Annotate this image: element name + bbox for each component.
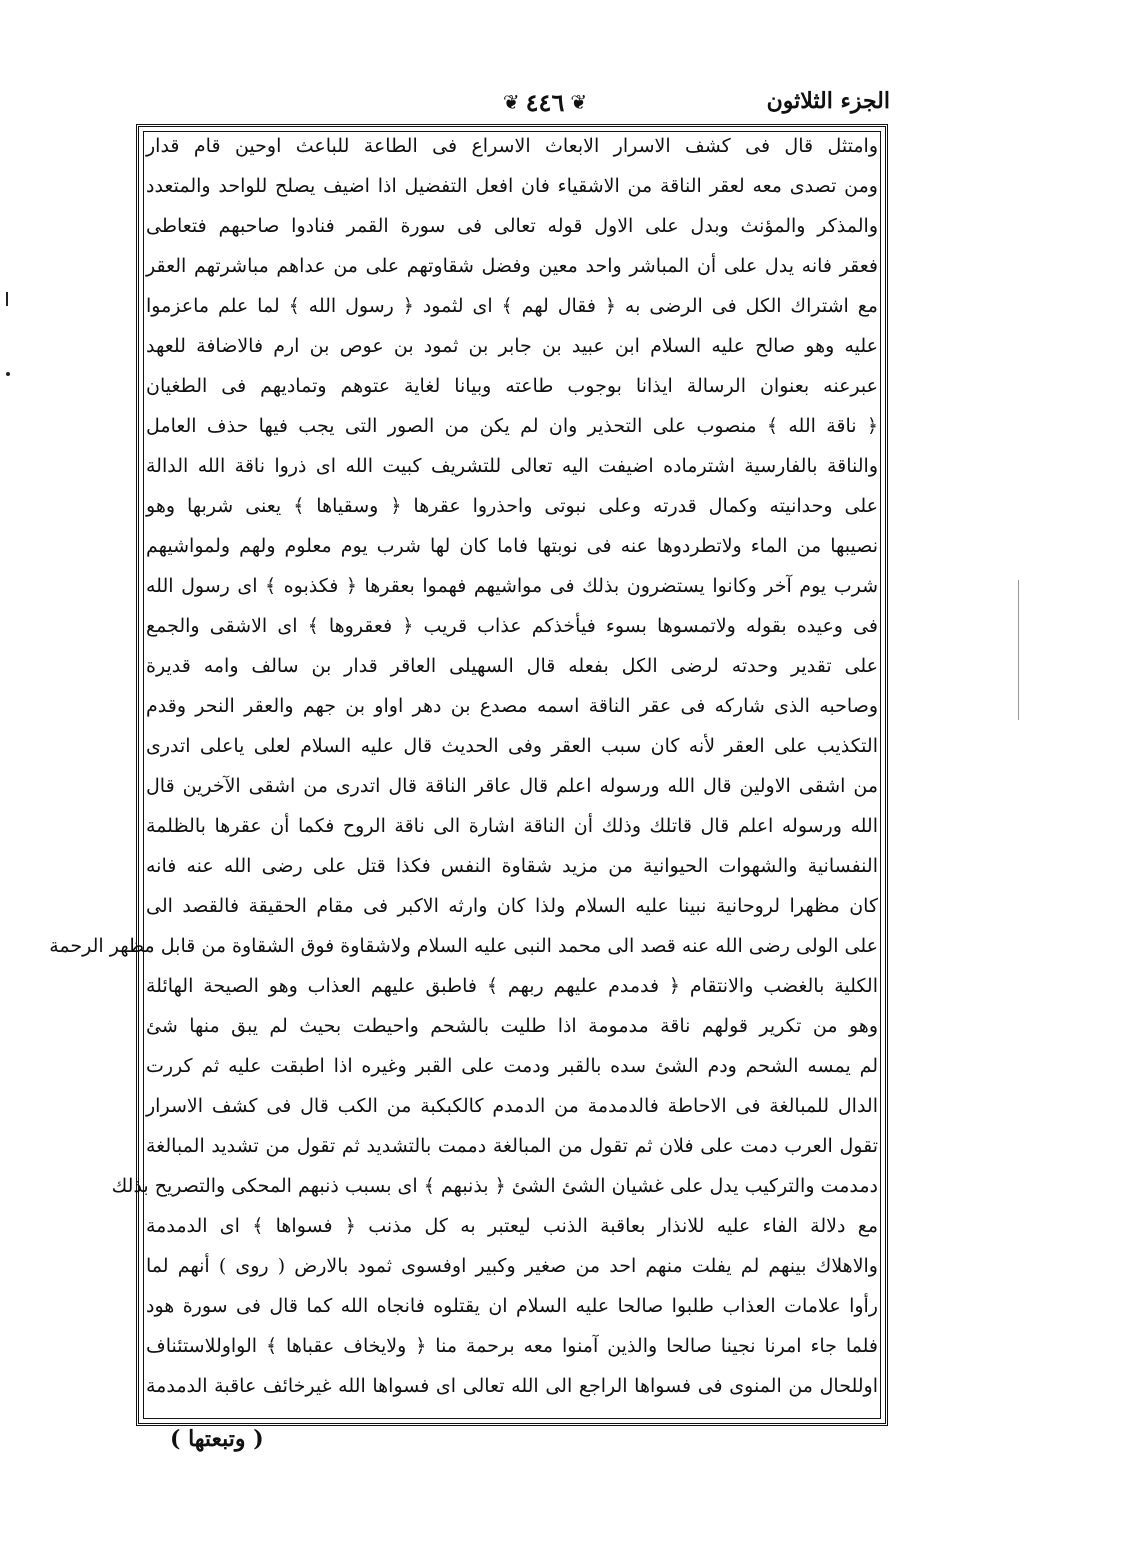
text-line: دمدمت والتركيب يدل على غشيان الشئ الشئ ﴿ بذنبهم ﴾ اى بسبب ذنبهم المحكى والتصريح بذلك bbox=[111, 1175, 878, 1197]
running-title: الجزء الثلاثون bbox=[766, 88, 890, 114]
text-line: الله ورسوله اعلم قال قاتلك وذلك أن الناقة اشارة الى ناقة الروح فكما أن عقرها بالظلمة bbox=[146, 815, 878, 837]
margin-speck bbox=[6, 372, 10, 376]
text-line: والاهلاك بينهم لم يفلت منهم احد من صغير وكبير اوفسوى ثمود بالارض ( روى ) أنهم لما bbox=[146, 1255, 878, 1277]
text-line: على تقدير وحدته لرضى الكل بفعله قال السهيلى العاقر قدار بن سالف وامه قديرة bbox=[146, 655, 878, 677]
text-line: ﴿ ناقة الله ﴾ منصوب على التحذير وان لم يكن من الصور التى يجب فيها حذف العامل bbox=[146, 415, 878, 437]
text-line: رأوا علامات العذاب طلبوا صالحا عليه السلام ان يقتلوه فانجاه الله كما قال فى سورة هود bbox=[146, 1295, 878, 1317]
text-line: اوللحال من المنوى فى فسواها الراجع الى الله تعالى اى فسواها الله غيرخائف عاقبة الدمدمة bbox=[146, 1375, 878, 1397]
body-text bbox=[49, 130, 878, 1420]
text-line: شرب يوم آخر وكانوا يستضرون بذلك فى مواشيهم فهموا بعقرها ﴿ فكذبوه ﴾ اى رسول الله bbox=[146, 575, 878, 597]
text-line: تقول العرب دمت على فلان ثم تقول من المبالغة دممت بالتشديد ثم تقول من تشديد المبالغة bbox=[146, 1135, 878, 1157]
text-line: وهو من تكرير قولهم ناقة مدمومة اذا طليت بالشحم واحيطت بحيث لم يبق منها شئ bbox=[146, 1015, 878, 1037]
page-number-cartouche bbox=[465, 84, 625, 120]
text-line: لم يمسه الشحم ودم الشئ سده بالقبر ودمت على القبر وغيره اذا اطبقت عليه ثم كررت bbox=[146, 1055, 878, 1077]
left-ornament-icon: ❦ bbox=[502, 90, 520, 114]
page-number: ٤٤٦ bbox=[525, 87, 565, 117]
text-line: مع دلالة الفاء عليه للانذار بعاقبة الذنب ليعتبر به كل مذنب ﴿ فسواها ﴾ اى الدمدمة bbox=[146, 1215, 878, 1237]
page-header bbox=[130, 84, 890, 124]
margin-crease bbox=[1018, 580, 1019, 720]
text-line: عليه وهو صالح عليه السلام ابن عبيد بن جابر بن ثمود بن عوص بن ارم فالاضافة للعهد bbox=[146, 335, 878, 357]
text-line: على وحدانيته وكمال قدرته وعلى نبوتى واحذروا عقرها ﴿ وسقياها ﴾ يعنى شربها وهو bbox=[146, 495, 878, 517]
text-line: النفسانية والشهوات الحيوانية من مزيد شقاوة النفس فكذا قتل على رضى الله عنه فانه bbox=[146, 855, 878, 877]
text-line: كان مظهرا لروحانية نبينا عليه السلام ولذا كان وارثه الاكبر فى مقام الحقيقة فالقصد الى bbox=[146, 895, 878, 917]
text-line: فلما جاء امرنا نجينا صالحا والذين آمنوا معه برحمة منا ﴿ ولايخاف عقباها ﴾ الواوللاستئناف bbox=[146, 1335, 878, 1357]
text-line: والمذكر والمؤنث وبدل على الاول قوله تعالى فى سورة القمر فنادوا صاحبهم فتعاطى bbox=[146, 215, 878, 237]
text-line: فى وعيده بقوله ولاتمسوها بسوء فيأخذكم عذاب قريب ﴿ فعقروها ﴾ اى الاشقى والجمع bbox=[146, 615, 878, 637]
text-line: وامتثل قال فى كشف الاسرار الابعاث الاسراع فى الطاعة للباعث اوحين قام قدار bbox=[146, 135, 878, 157]
text-line: مع اشتراك الكل فى الرضى به ﴿ فقال لهم ﴾ اى لثمود ﴿ رسول الله ﴾ لما علم ماعزموا bbox=[146, 295, 878, 317]
text-line: وصاحبه الذى شاركه فى عقر الناقة اسمه مصدع بن دهر اواو بن جهم والعقر النحر وقدم bbox=[146, 695, 878, 717]
text-line: عبرعنه بعنوان الرسالة ايذانا بوجوب طاعته وبيانا لغاية عتوهم وتماديهم فى الطغيان bbox=[146, 375, 878, 397]
text-line: التكذيب على العقر لأنه كان سبب العقر وفى الحديث قال عليه السلام لعلى ياعلى اتدرى bbox=[146, 735, 878, 757]
catchword: ( وتبعتها ) bbox=[170, 1426, 264, 1452]
right-ornament-icon: ❦ bbox=[570, 90, 588, 114]
text-line: ومن تصدى معه لعقر الناقة من الاشقياء فان افعل التفضيل اذا اضيف يصلح للواحد والمتعدد bbox=[146, 175, 878, 197]
text-line: فعقر فانه يدل على أن المباشر واحد معين وفضل شقاوتهم على من عداهم مباشرتهم العقر bbox=[146, 255, 878, 277]
text-line: نصيبها من الماء ولاتطردوها عنه فى نوبتها فاما كان لها شرب يوم معلوم ولهم ولمواشيهم bbox=[146, 535, 878, 557]
text-line: الكلية بالغضب والانتقام ﴿ فدمدم عليهم ربهم ﴾ فاطبق عليهم العذاب وهو الصيحة الهائلة bbox=[146, 975, 878, 997]
text-line: والناقة بالفارسية اشترماده اضيفت اليه تعالى للتشريف كبيت الله اى ذروا ناقة الله الدالة bbox=[146, 455, 878, 477]
text-line: من اشقى الاولين قال الله ورسوله اعلم قال عاقر الناقة قال اتدرى من اشقى الآخرين قال bbox=[146, 775, 878, 797]
margin-speck bbox=[6, 292, 8, 306]
text-line: الدال للمبالغة فى الاحاطة فالدمدمة من الدمدم كالكبكبة من الكب قال فى كشف الاسرار bbox=[146, 1095, 878, 1117]
text-line: على الولى رضى الله عنه قصد الى محمد النبى عليه السلام ولاشقاوة فوق الشقاوة من قابل مظهر الرحمة bbox=[49, 935, 878, 957]
